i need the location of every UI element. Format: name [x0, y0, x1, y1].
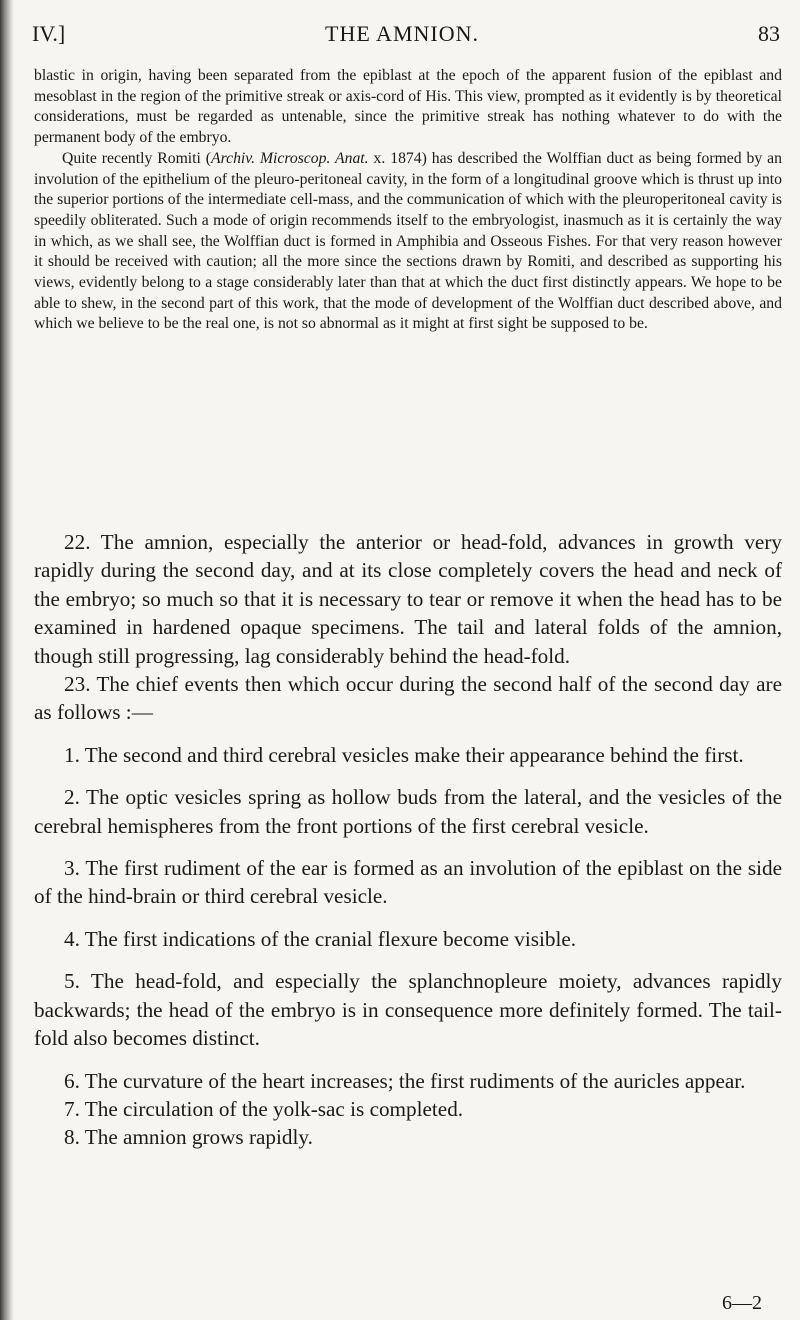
page-binding-shadow	[0, 0, 14, 1320]
list-item: 3. The first rudiment of the ear is formed as an involution of the epiblast on the side of the hind-brain or third cerebral vesicle.	[34, 856, 782, 909]
small-print-note	[34, 66, 782, 335]
list-item: 6. The curvature of the heart increases; the first rudiments of the auricles appear.	[64, 1068, 746, 1093]
note-text: Quite recently Romiti (	[62, 149, 212, 167]
list-item: 1. The second and third cerebral vesicles make their appearance behind the first.	[64, 742, 744, 767]
list-item: 8. The amnion grows rapidly.	[64, 1125, 313, 1150]
section-23-paragraph: 23. The chief events then which occur during the second half of the second day are as follows :—	[34, 672, 782, 725]
running-title: THE AMNION.	[325, 21, 479, 46]
list-item: 2. The optic vesicles spring as hollow buds from the lateral, and the vesicles of the cerebral hemispheres from the front portions of the first cerebral vesicle.	[34, 785, 782, 838]
main-text	[34, 528, 782, 1152]
journal-citation: Archiv. Microscop. Anat.	[211, 149, 369, 167]
note-text: x. 1874) has described the Wolffian duct as being formed by an involution of the epithelium of the pleuro-peritoneal cavity, in the form of a longitudinal groove which is thrust up into the superior portions of the intermediate cell-mass, and the communication of which with the pleuroperitoneal cavity is speedily obliterated. Such a mode of origin recommends itself to the embryologist, inasmuch as it is certainly the way in which, as we shall see, the Wolffian duct is formed in Amphibia and Osseous Fishes. For that very reason however it should be received with caution; all the more since the sections drawn by Romiti, and described as supporting his views, evidently belong to a stage considerably later than that at which the duct first distinctly appears. We hope to be able to shew, in the second part of this work, that the mode of development of the Wolffian duct described above, and which we believe to be the real one, is not so abnormal as it might at first sight be supposed to be.	[34, 149, 782, 333]
chapter-number: IV.]	[32, 21, 66, 46]
note-paragraph-continued: blastic in origin, having been separated from the epiblast at the epoch of the apparent fusion of the epiblast and mesoblast in the region of the primitive streak or axis-cord of His. This view, prompted as it evidently is by theoretical considerations, must be regarded as untenable, since the primitive streak has nothing whatever to do with the permanent body of the embryo.	[34, 67, 782, 147]
list-item: 7. The circulation of the yolk-sac is completed.	[64, 1096, 464, 1121]
signature-mark: 6—2	[722, 1292, 762, 1314]
running-head	[22, 16, 782, 52]
list-item: 5. The head-fold, and especially the splanchnopleure moiety, advances rapidly backwards; the head of the embryo is in consequence more definitely formed. The tail-fold also becomes distinct.	[34, 969, 782, 1051]
list-item: 4. The first indications of the cranial flexure become visible.	[64, 926, 577, 951]
note-paragraph-romiti	[34, 149, 782, 335]
section-22-paragraph: 22. The amnion, especially the anterior or head-fold, advances in growth very rapidly during the second day, and at its close completely covers the head and neck of the embryo; so much so that it is necessary to tear or remove it when the head has to be examined in hardened opaque specimens. The tail and lateral folds of the amnion, though still progressing, lag considerably behind the head-fold.	[34, 530, 782, 668]
page-number: 83	[758, 21, 780, 46]
